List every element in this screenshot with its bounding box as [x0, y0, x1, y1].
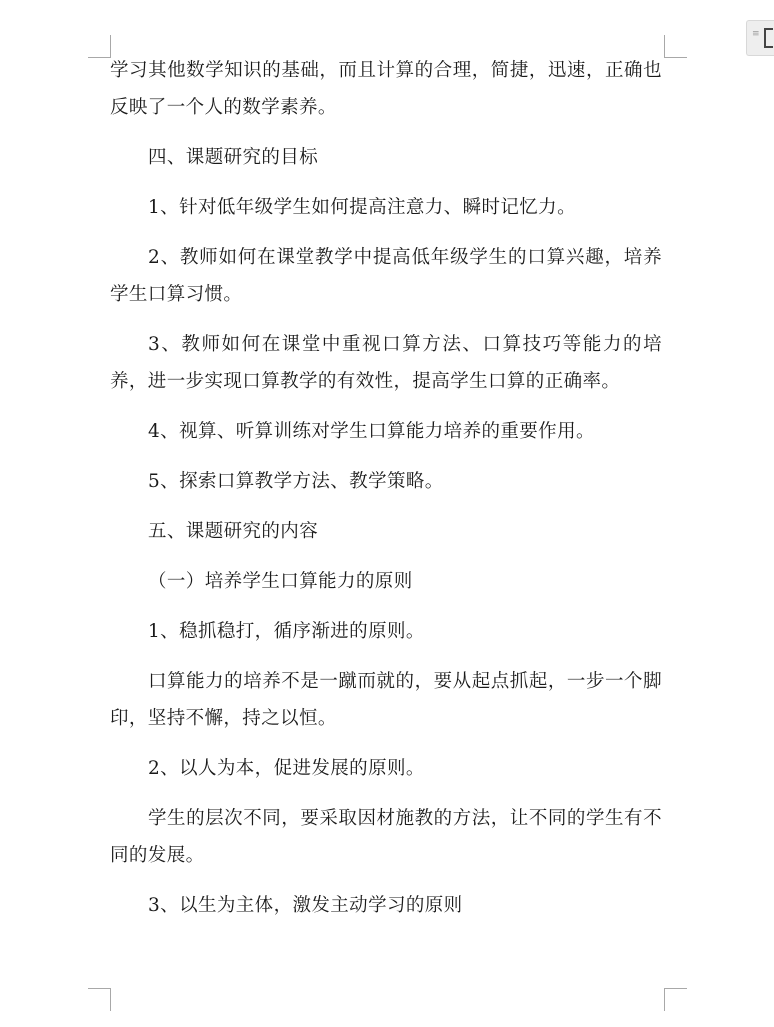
goal-item-3: 3、教师如何在课堂中重视口算方法、口算技巧等能力的培养，进一步实现口算教学的有效性，提高学生口算的正确率。 [110, 334, 662, 392]
principle-item-1: 1、稳抓稳打，循序渐进的原则。 [148, 621, 425, 642]
goal-item-4: 4、视算、听算训练对学生口算能力培养的重要作用。 [148, 421, 595, 442]
menu-lines-icon: ≡ [752, 29, 760, 39]
principle-1-body: 口算能力的培养不是一蹴而就的，要从起点抓起，一步一个脚印，坚持不懈，持之以恒。 [110, 671, 662, 729]
page-corner-mark-top-right [664, 35, 687, 58]
page-corner-mark-top-left [88, 35, 111, 58]
goal-item-2: 2、教师如何在课堂教学中提高低年级学生的口算兴趣，培养学生口算习惯。 [110, 247, 662, 305]
page-corner-mark-bottom-left [88, 988, 111, 1011]
document-outline-icon [764, 28, 773, 48]
page-corner-mark-bottom-right [664, 988, 687, 1011]
subheading-principles: （一）培养学生口算能力的原则 [148, 571, 413, 592]
side-panel-toggle[interactable] [746, 20, 774, 56]
principle-item-2: 2、以人为本，促进发展的原则。 [148, 758, 425, 779]
goal-item-1: 1、针对低年级学生如何提高注意力、瞬时记忆力。 [148, 197, 576, 218]
paragraph-1: 学习其他数学知识的基础，而且计算的合理，简捷，迅速，正确也反映了一个人的数学素养。 [110, 60, 662, 118]
principle-2-body: 学生的层次不同，要采取因材施教的方法，让不同的学生有不同的发展。 [110, 808, 662, 866]
heading-research-content: 五、课题研究的内容 [148, 521, 319, 542]
goal-item-5: 5、探索口算教学方法、教学策略。 [148, 471, 444, 492]
principle-item-3: 3、以生为主体，激发主动学习的原则 [148, 895, 463, 916]
heading-research-goals: 四、课题研究的目标 [148, 147, 319, 168]
document-page [110, 52, 662, 924]
